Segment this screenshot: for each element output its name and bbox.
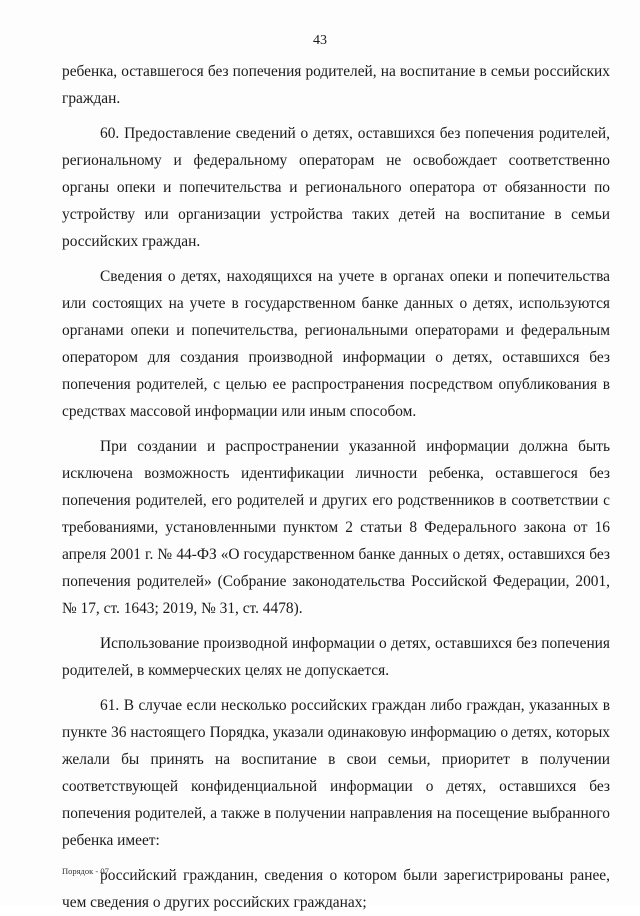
paragraph-derived-info: Сведения о детях, находящихся на учете в органах опеки и попечительства или состоящих на учете в государственном банке данных о детях, используются органами опеки и попечительства, региональными операторами и федеральным оператором для создания производной информации о детях, оставшихся без попечения родителей, с целью ее распространения посредством опубликования в средствах массовой информации или иным способом. [62,268,610,420]
footer-label: Порядок - 07 [62,866,109,876]
paragraph-continuation: ребенка, оставшегося без попечения родителей, на воспитание в семьи российских граждан. [62,63,610,107]
paragraph-commercial-use: Использование производной информации о детях, оставшихся без попечения родителей, в коммерческих целях не допускается. [62,635,610,679]
paragraph-identification: При создании и распространении указанной информации должна быть исключена возможность идентификации личности ребенка, оставшегося без попечения родителей, его родителей и других его родственников в соответствии с требованиями, установленными пунктом 2 статьи 8 Федерального закона от 16 апреля 2001 г. № 44-ФЗ «О государственном банке данных о детях, оставшихся без попечения родителей» (Собрание законодательства Российской Федерации, 2001, № 17, ст. 1643; 2019, № 31, ст. 4478). [62,438,610,617]
paragraph-priority-citizen: российский гражданин, сведения о котором были зарегистрированы ранее, чем сведения о других российских гражданах; [62,867,610,911]
paragraph-item-61: 61. В случае если несколько российских граждан либо граждан, указанных в пункте 36 настоящего Порядка, указали одинаковую информацию о детях, которых желали бы принять на воспитание в свои семьи, приоритет в получении соответствующей конфиденциальной информации о детях, оставшихся без попечения родителей, а также в получении направления на посещение выбранного ребенка имеет: [62,697,610,849]
page-number: 43 [313,33,327,48]
paragraph-item-60: 60. Предоставление сведений о детях, оставшихся без попечения родителей, региональному и федеральному операторам не освобождает соответственно органы опеки и попечительства и регионального оператора от обязанности по устройству или организации устройства таких детей на воспитание в семьи российских граждан. [62,125,610,250]
document-body [62,58,610,916]
